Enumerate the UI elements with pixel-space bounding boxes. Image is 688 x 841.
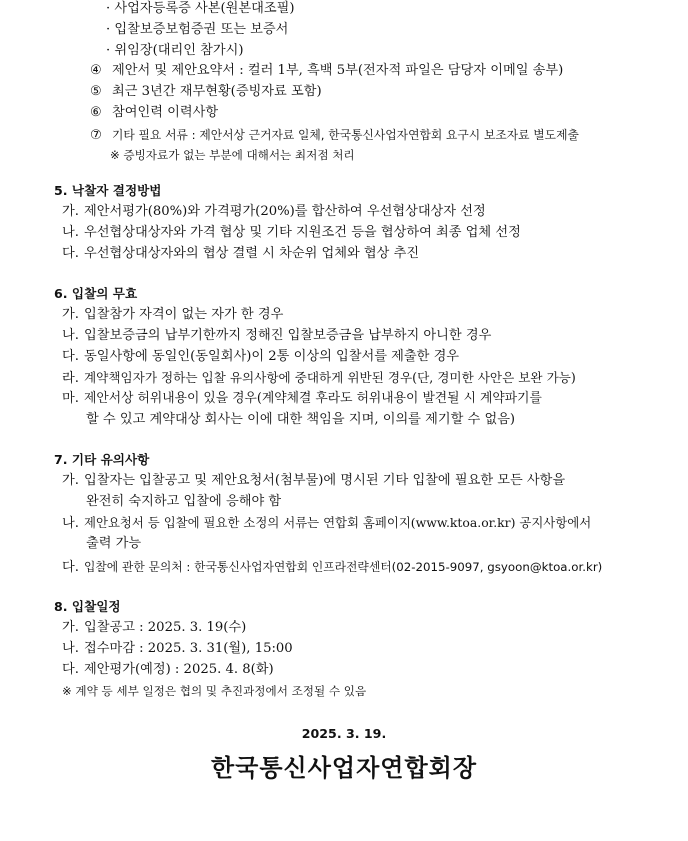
item-text: 접수마감 : 2025. 3. 31(월), 15:00 xyxy=(84,641,293,656)
item-mark: 라. xyxy=(62,371,79,386)
list-item xyxy=(62,327,491,345)
evidence-note: ※ 증빙자료가 없는 부분에 대해서는 최저점 처리 xyxy=(110,148,355,162)
item-mark: 마. xyxy=(62,391,79,406)
item-mark: ⑥ xyxy=(90,105,102,120)
item-mark: 나. xyxy=(62,225,79,240)
item-mark: 다. xyxy=(62,349,79,364)
list-item xyxy=(62,390,542,408)
item-text: 제안서 및 제안요약서 : 컬러 1부, 흑백 5부(전자적 파일은 담당자 이메일 송부) xyxy=(112,63,564,78)
item-text: 제안요청서 등 입찰에 필요한 소정의 서류는 연합회 홈페이지(www.ktoa.or.kr) 공지사항에서 xyxy=(84,515,592,530)
item-mark: 다. xyxy=(62,662,79,677)
list-item xyxy=(62,619,246,637)
issuer-signature: 한국통신사업자연합회장 xyxy=(210,753,478,782)
item-text: 입찰공고 : 2025. 3. 19(수) xyxy=(84,620,247,635)
item-text: 우선협상대상자와 가격 협상 및 기타 지원조건 등을 협상하여 최종 업체 선정 xyxy=(84,225,521,240)
item-mark: ⑤ xyxy=(90,84,102,99)
item-text: 제안서평가(80%)와 가격평가(20%)를 합산하여 우선협상대상자 선정 xyxy=(84,204,486,219)
item-mark: 나. xyxy=(62,328,79,343)
doc-numbered-item xyxy=(90,83,322,101)
item-text: 동일사항에 동일인(동일회사)이 2통 이상의 입찰서를 제출한 경우 xyxy=(84,349,460,364)
item-text: 기타 필요 서류 : 제안서상 근거자료 일체, 한국통신사업자연합회 요구시 보조자료 별도제출 xyxy=(112,128,579,142)
item-mark: 가. xyxy=(62,204,79,219)
doc-numbered-item xyxy=(90,62,563,80)
doc-numbered-item xyxy=(90,126,579,145)
list-item-continuation: 완전히 숙지하고 입찰에 응해야 함 xyxy=(86,494,282,509)
item-mark: ④ xyxy=(90,63,102,78)
item-mark: 나. xyxy=(62,641,79,656)
list-item xyxy=(62,224,521,242)
item-mark: 가. xyxy=(62,620,79,635)
list-item xyxy=(62,514,591,533)
section-title-7: 7. 기타 유의사항 xyxy=(54,452,150,467)
item-text: 계약책임자가 정하는 입찰 유의사항에 중대하게 위반된 경우(단, 경미한 사안은 보완 가능) xyxy=(84,370,576,385)
item-text: 입찰에 관한 문의처 : 한국통신사업자연합회 인프라전략센터(02-2015-9097, gsyoon@ktoa.or.kr) xyxy=(84,560,603,574)
item-mark: 다. xyxy=(62,246,79,261)
item-text: 우선협상대상자와의 협상 결렬 시 차순위 업체와 협상 추진 xyxy=(84,246,420,261)
doc-sub-item: · 위임장(대리인 참가시) xyxy=(106,43,244,58)
section-title-6: 6. 입찰의 무효 xyxy=(54,286,138,301)
list-item xyxy=(62,306,283,324)
list-item-continuation: 할 수 있고 계약대상 회사는 이에 대한 책임을 지며, 이의를 제기할 수 없음) xyxy=(86,412,516,427)
item-mark: 나. xyxy=(62,516,79,531)
list-item xyxy=(62,640,293,658)
item-text: 제안평가(예정) : 2025. 4. 8(화) xyxy=(84,662,274,677)
doc-sub-item: · 사업자등록증 사본(원본대조필) xyxy=(106,1,295,16)
item-mark: ⑦ xyxy=(90,128,102,143)
item-text: 참여인력 이력사항 xyxy=(112,105,219,120)
list-item xyxy=(62,203,486,221)
list-item xyxy=(62,558,602,577)
list-item xyxy=(62,348,459,366)
item-text: 최근 3년간 재무현황(증빙자료 포함) xyxy=(112,84,322,99)
doc-numbered-item xyxy=(90,104,218,122)
item-text: 입찰참가 자격이 없는 자가 한 경우 xyxy=(84,307,284,322)
document-date: 2025. 3. 19. xyxy=(301,726,387,741)
item-text: 입찰보증금의 납부기한까지 정해진 입찰보증금을 납부하지 아니한 경우 xyxy=(84,328,492,343)
item-mark: 가. xyxy=(62,307,79,322)
list-item xyxy=(62,245,419,263)
list-item xyxy=(62,661,274,679)
item-mark: 가. xyxy=(62,473,79,488)
item-text: 입찰자는 입찰공고 및 제안요청서(첨부물)에 명시된 기타 입찰에 필요한 모든 사항을 xyxy=(84,473,566,488)
list-item-continuation: 출력 가능 xyxy=(86,536,142,551)
schedule-note: ※ 계약 등 세부 일정은 협의 및 추진과정에서 조정될 수 있음 xyxy=(62,684,367,698)
item-text: 제안서상 허위내용이 있을 경우(계약체결 후라도 허위내용이 발견될 시 계약파기를 xyxy=(84,391,542,406)
doc-sub-item: · 입찰보증보험증권 또는 보증서 xyxy=(106,22,289,37)
item-mark: 다. xyxy=(62,560,79,575)
list-item xyxy=(62,472,565,490)
section-title-8: 8. 입찰일정 xyxy=(54,599,121,614)
section-title-5: 5. 낙찰자 결정방법 xyxy=(54,183,162,198)
list-item xyxy=(62,369,576,388)
